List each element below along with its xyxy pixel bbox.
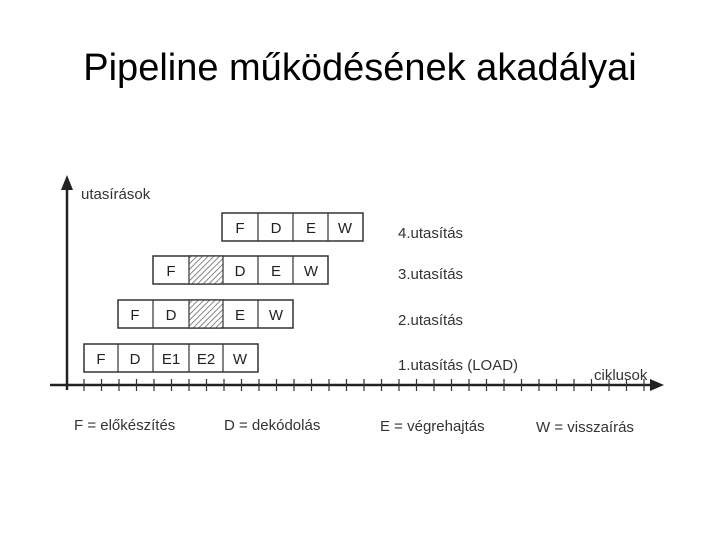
legend-item: F = előkészítés [74, 417, 176, 434]
instruction-row-2 [118, 300, 463, 329]
row-label: 4.utasítás [398, 225, 464, 242]
stage-cell: E [270, 263, 282, 280]
stage-cell: D [165, 307, 177, 324]
x-axis-label: ciklusok [594, 367, 648, 384]
stage-cell: D [129, 351, 141, 368]
stage-cell: W [268, 307, 284, 324]
stage-cell: F [166, 263, 176, 280]
stage-cell: E [234, 307, 246, 324]
y-axis-arrow [61, 175, 73, 190]
stall-bubble [189, 300, 223, 328]
stage-cell: W [232, 351, 248, 368]
slide-title: Pipeline működésének akadályai [83, 47, 637, 89]
legend-item: E = végrehajtás [380, 418, 485, 435]
stage-cell: E2 [196, 351, 216, 368]
stage-cell: F [235, 220, 245, 237]
legend [74, 417, 634, 436]
instruction-rows [84, 213, 518, 374]
stall-bubble [189, 256, 223, 284]
instruction-row-3 [153, 256, 463, 284]
stage-cell: W [337, 220, 353, 237]
stage-cell: F [96, 351, 106, 368]
row-label: 2.utasítás [398, 312, 464, 329]
instruction-row-4 [222, 213, 463, 242]
stage-cell: F [130, 307, 140, 324]
stage-cell: E1 [161, 351, 181, 368]
legend-item: W = visszaírás [536, 419, 634, 436]
legend-item: D = dekódolás [224, 417, 321, 434]
stage-cell: W [303, 263, 319, 280]
x-axis-arrow [650, 379, 664, 391]
stage-cell: E [305, 220, 317, 237]
instruction-row-1 [84, 344, 518, 374]
row-label: 3.utasítás [398, 266, 464, 283]
y-axis-label: utasírások [81, 186, 151, 203]
stage-cell: D [234, 263, 246, 280]
row-label: 1.utasítás (LOAD) [398, 357, 519, 374]
stage-cell: D [270, 220, 282, 237]
